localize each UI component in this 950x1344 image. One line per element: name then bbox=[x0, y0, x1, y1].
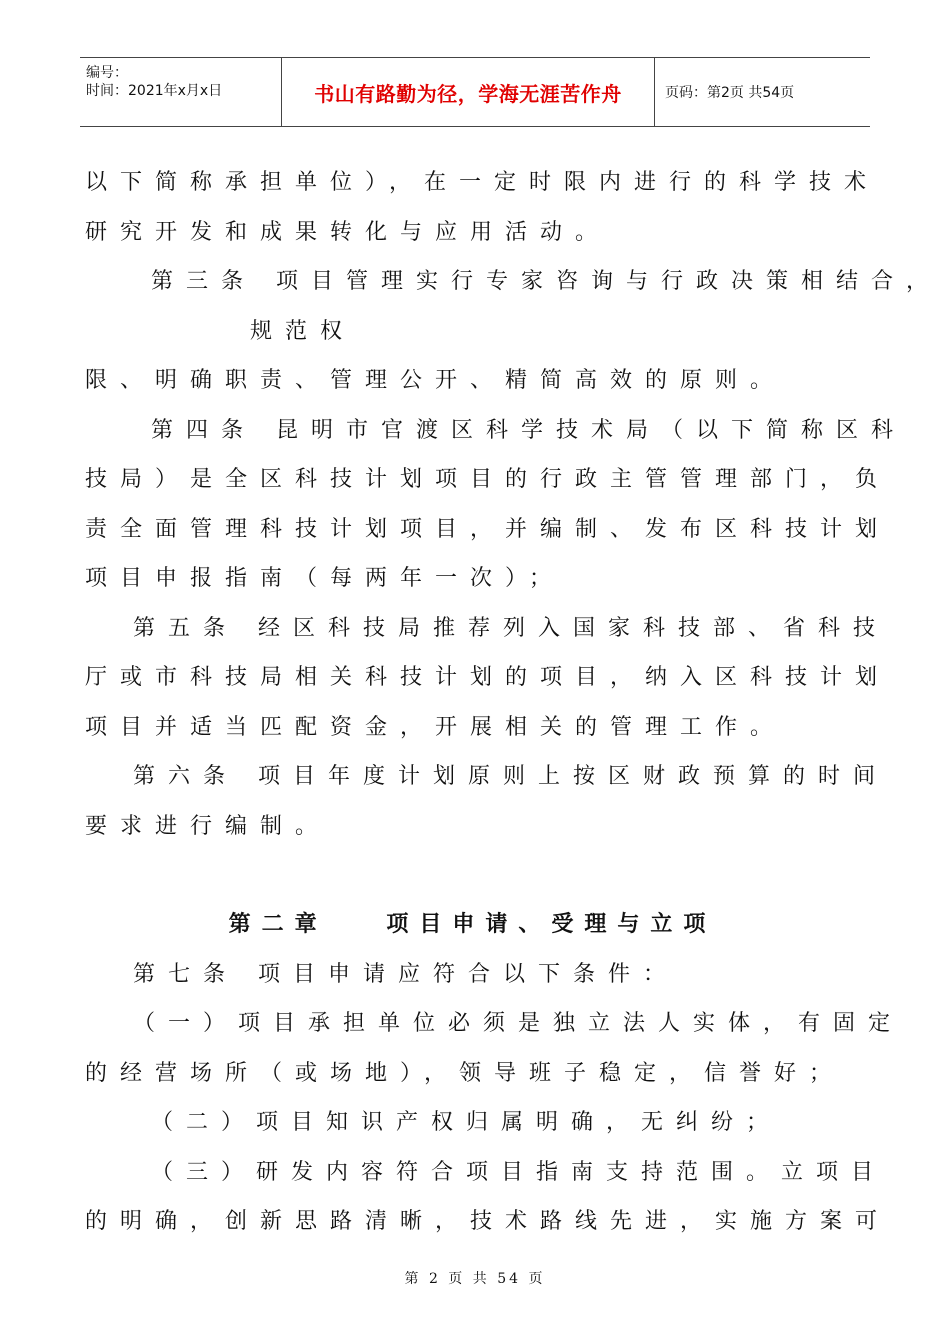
text-line: 责全面管理科技计划项目，并编制、发布区科技计划 bbox=[85, 516, 891, 542]
text-line: 第五条 经区科技局推荐列入国家科技部、省科技 bbox=[133, 615, 888, 641]
text-line: 要求进行编制。 bbox=[85, 813, 331, 839]
header-left-cell bbox=[80, 58, 281, 126]
motto-text: 书山有路勤为径，学海无涯苦作舟 bbox=[314, 81, 622, 106]
text-line: （二）项目知识产权归属明确，无纠纷； bbox=[151, 1110, 782, 1135]
header-page-cell bbox=[655, 58, 870, 126]
page-header bbox=[80, 57, 870, 127]
text-line: 第六条 项目年度计划原则上按区财政预算的时间 bbox=[133, 764, 888, 789]
text-line: 项目申报指南（每两年一次）； bbox=[85, 566, 565, 591]
text-line: 规范权 bbox=[250, 318, 356, 344]
text-line: （一）项目承担单位必须是独立法人实体，有固定 bbox=[133, 1011, 904, 1036]
page-footer: 第 2 页 共 54 页 bbox=[404, 1271, 546, 1287]
text-line: 的明确，创新思路清晰，技术路线先进，实施方案可 bbox=[85, 1209, 891, 1234]
time-label: 时间：2021年x月x日 bbox=[86, 83, 223, 99]
text-line: 限、明确职责、管理公开、精简高效的原则。 bbox=[85, 368, 786, 393]
paragraph-group-2 bbox=[85, 950, 904, 1247]
page-info: 页码：第2页 共54页 bbox=[665, 85, 795, 101]
text-line: 的经营场所（或场地），领导班子稳定，信誉好； bbox=[85, 1060, 845, 1086]
text-line: 以下简称承担单位），在一定时限内进行的科学技术 bbox=[85, 170, 880, 195]
text-line: 第四条 昆明市官渡区科学技术局（以下简称区科 bbox=[151, 417, 906, 443]
paragraph-group-1 bbox=[85, 158, 941, 851]
header-motto-cell bbox=[281, 58, 655, 126]
text-line: 第三条 项目管理实行专家咨询与行政决策相结合， bbox=[151, 269, 941, 294]
chapter-heading: 第二章 项目申请、受理与立项 bbox=[228, 912, 717, 937]
text-line: 项目并适当匹配资金，开展相关的管理工作。 bbox=[85, 714, 786, 740]
text-line: 技局）是全区科技计划项目的行政主管管理部门，负 bbox=[85, 467, 891, 492]
text-line: （三）研发内容符合项目指南支持范围。立项目 bbox=[151, 1159, 887, 1185]
number-label: 编号： bbox=[86, 65, 128, 81]
text-line: 第七条 项目申请应符合以下条件： bbox=[133, 961, 678, 987]
document-body bbox=[85, 158, 941, 1247]
text-line: 厅或市科技局相关科技计划的项目，纳入区科技计划 bbox=[85, 665, 891, 690]
text-line: 研究开发和成果转化与应用活动。 bbox=[85, 219, 611, 245]
